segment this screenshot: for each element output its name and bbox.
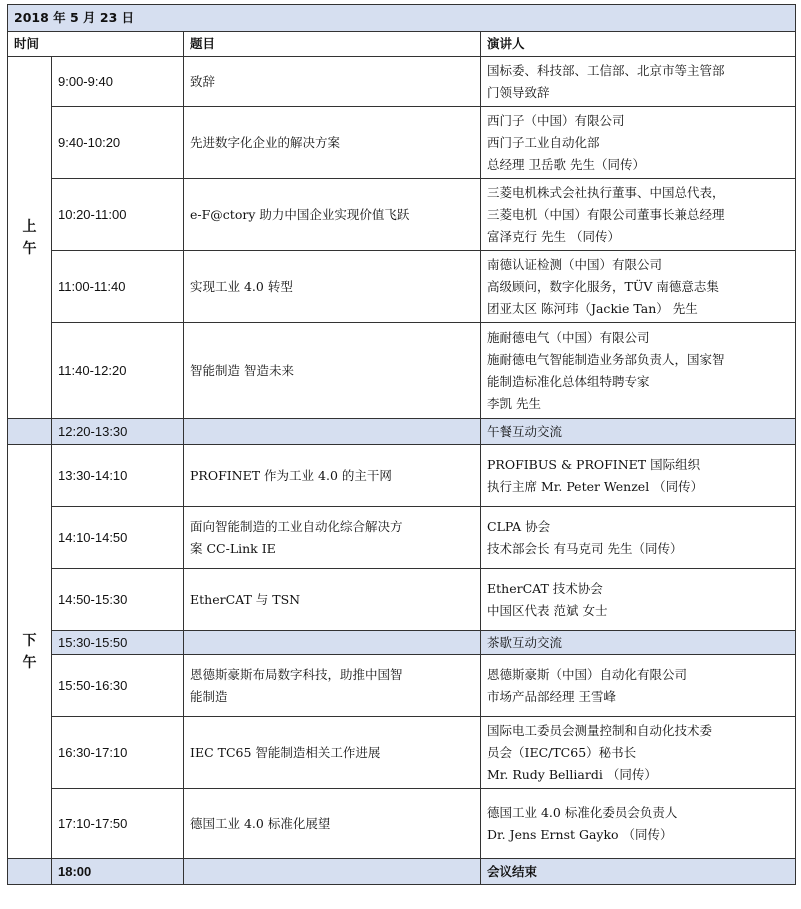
session-time: 14:50-15:30 — [52, 569, 184, 631]
session-speaker-line: 国际电工委员会测量控制和自动化技术委 — [487, 722, 713, 738]
session-topic — [184, 789, 481, 859]
empty-cell — [8, 419, 52, 445]
session-time: 17:10-17:50 — [52, 789, 184, 859]
period-label: 上 午 — [8, 57, 52, 419]
empty-cell — [184, 859, 481, 885]
session-topic-line: 面向智能制造的工业自动化综合解决方 — [190, 518, 403, 534]
date-row — [8, 5, 796, 32]
session-speaker-line: 总经理 卫岳歌 先生（同传） — [487, 156, 645, 172]
session-topic — [184, 179, 481, 251]
tea-time: 15:30-15:50 — [52, 631, 184, 655]
session-speaker-line: 南德认证检测（中国）有限公司 — [487, 256, 663, 272]
session-speaker-line: 技术部会长 有马克司 先生（同传） — [487, 540, 683, 556]
tea-label: 茶歇互动交流 — [481, 631, 796, 655]
lunch-time: 12:20-13:30 — [52, 419, 184, 445]
session-topic-line: IEC TC65 智能制造相关工作进展 — [190, 744, 381, 760]
session-speaker-line: 富泽克行 先生 （同传） — [487, 228, 620, 244]
session-speaker-line: Mr. Rudy Belliardi （同传） — [487, 766, 657, 782]
session-topic-line: 德国工业 4.0 标准化展望 — [190, 815, 331, 831]
session-topic — [184, 569, 481, 631]
session-time: 10:20-11:00 — [52, 179, 184, 251]
session-speaker — [481, 251, 796, 323]
session-row — [8, 57, 796, 107]
session-speaker-line: PROFIBUS & PROFINET 国际组织 — [487, 456, 701, 472]
session-speaker-line: 恩德斯豪斯（中国）自动化有限公司 — [487, 666, 688, 682]
session-speaker-line: 国标委、科技部、工信部、北京市等主管部 — [487, 62, 725, 78]
empty-cell — [184, 631, 481, 655]
session-time: 14:10-14:50 — [52, 507, 184, 569]
session-topic — [184, 57, 481, 107]
session-speaker-line: 李凯 先生 — [487, 395, 541, 411]
session-row — [8, 179, 796, 251]
session-topic — [184, 717, 481, 789]
session-row — [8, 507, 796, 569]
session-topic-line: 先进数字化企业的解决方案 — [190, 134, 341, 150]
header-topic: 题目 — [184, 32, 481, 57]
session-speaker-line: 施耐德电气智能制造业务部负责人，国家智 — [487, 351, 725, 367]
lunch-row — [8, 419, 796, 445]
session-row — [8, 789, 796, 859]
session-topic-line: 能制造 — [190, 688, 228, 704]
session-speaker-line: 三菱电机株式会社执行董事、中国总代表， — [487, 184, 725, 200]
session-topic-line: 案 CC-Link IE — [190, 540, 276, 556]
session-time: 9:40-10:20 — [52, 107, 184, 179]
session-speaker-line: 门领导致辞 — [487, 84, 550, 100]
session-row — [8, 569, 796, 631]
agenda-table — [7, 4, 796, 885]
date-label: 2018 年 5 月 23 日 — [8, 5, 796, 32]
session-speaker — [481, 717, 796, 789]
session-topic — [184, 445, 481, 507]
session-row — [8, 717, 796, 789]
session-speaker-line: 团亚太区 陈河玮（Jackie Tan） 先生 — [487, 300, 698, 316]
session-speaker-line: 能制造标准化总体组特聘专家 — [487, 373, 650, 389]
session-time: 9:00-9:40 — [52, 57, 184, 107]
session-speaker-line: 西门子工业自动化部 — [487, 134, 600, 150]
session-topic-line: 实现工业 4.0 转型 — [190, 278, 293, 294]
session-speaker — [481, 789, 796, 859]
session-speaker-line: 施耐德电气（中国）有限公司 — [487, 329, 650, 345]
session-row — [8, 323, 796, 419]
session-speaker — [481, 323, 796, 419]
session-row — [8, 251, 796, 323]
session-speaker-line: 市场产品部经理 王雪峰 — [487, 688, 616, 704]
session-speaker — [481, 445, 796, 507]
session-speaker-line: 德国工业 4.0 标准化委员会负责人 — [487, 804, 678, 820]
session-speaker — [481, 57, 796, 107]
session-topic-line: 智能制造 智造未来 — [190, 362, 294, 378]
session-topic — [184, 251, 481, 323]
session-speaker-line: EtherCAT 技术协会 — [487, 580, 603, 596]
session-time: 13:30-14:10 — [52, 445, 184, 507]
session-topic — [184, 323, 481, 419]
session-speaker — [481, 107, 796, 179]
session-speaker — [481, 179, 796, 251]
tea-row — [8, 631, 796, 655]
session-topic-line: e-F@ctory 助力中国企业实现价值飞跃 — [190, 206, 410, 222]
session-row — [8, 445, 796, 507]
header-row — [8, 32, 796, 57]
session-topic-line: PROFINET 作为工业 4.0 的主干网 — [190, 467, 392, 483]
empty-cell — [8, 859, 52, 885]
session-speaker-line: 中国区代表 范斌 女士 — [487, 602, 608, 618]
session-topic-line: 恩德斯豪斯布局数字科技，助推中国智 — [190, 666, 403, 682]
end-row — [8, 859, 796, 885]
session-topic — [184, 507, 481, 569]
empty-cell — [184, 419, 481, 445]
session-speaker — [481, 569, 796, 631]
end-label: 会议结束 — [481, 859, 796, 885]
header-speaker: 演讲人 — [481, 32, 796, 57]
header-time: 时间 — [8, 32, 184, 57]
session-topic-line: 致辞 — [190, 73, 216, 89]
session-time: 11:40-12:20 — [52, 323, 184, 419]
end-time: 18:00 — [52, 859, 184, 885]
session-row — [8, 655, 796, 717]
session-speaker — [481, 507, 796, 569]
session-topic — [184, 107, 481, 179]
lunch-label: 午餐互动交流 — [481, 419, 796, 445]
session-time: 11:00-11:40 — [52, 251, 184, 323]
session-speaker-line: Dr. Jens Ernst Gayko （同传） — [487, 826, 673, 842]
session-time: 15:50-16:30 — [52, 655, 184, 717]
session-speaker-line: CLPA 协会 — [487, 518, 551, 534]
session-topic-line: EtherCAT 与 TSN — [190, 591, 301, 607]
session-speaker — [481, 655, 796, 717]
session-time: 16:30-17:10 — [52, 717, 184, 789]
session-row — [8, 107, 796, 179]
period-label: 下 午 — [8, 445, 52, 859]
session-speaker-line: 员会（IEC/TC65）秘书长 — [487, 744, 637, 760]
session-topic — [184, 655, 481, 717]
session-speaker-line: 执行主席 Mr. Peter Wenzel （同传） — [487, 478, 704, 494]
session-speaker-line: 三菱电机（中国）有限公司董事长兼总经理 — [487, 206, 725, 222]
session-speaker-line: 高级顾问，数字化服务，TÜV 南德意志集 — [487, 278, 719, 294]
session-speaker-line: 西门子（中国）有限公司 — [487, 112, 625, 128]
